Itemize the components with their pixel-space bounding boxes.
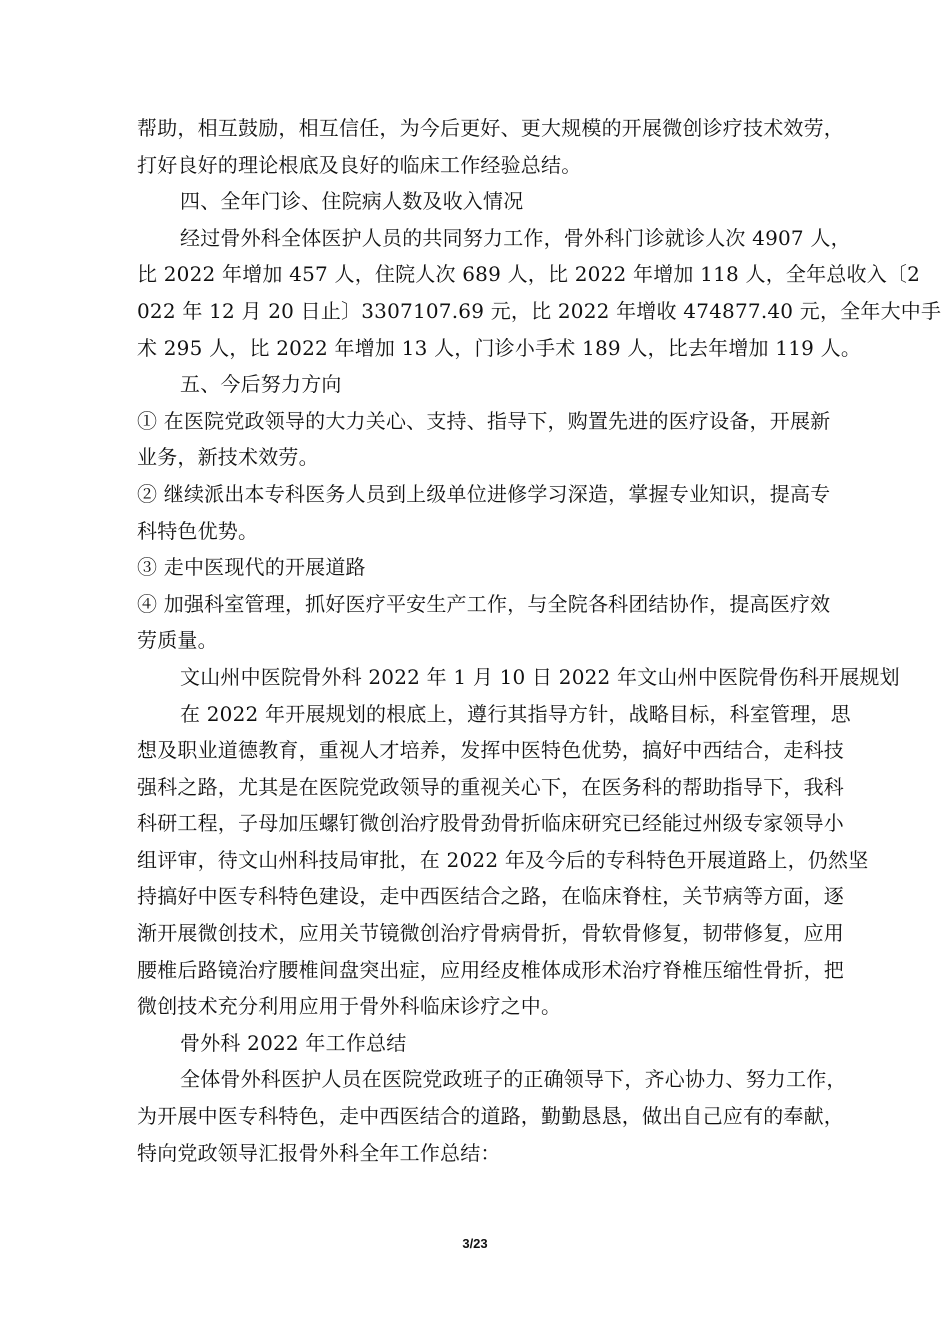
paragraph-i4 — [137, 586, 831, 659]
text-line: ④ 加强科室管理，抓好医疗平安生产工作，与全院各科团结协作，提高医疗效 — [137, 591, 831, 616]
text-line: 特向党政领导汇报骨外科全年工作总结： — [137, 1140, 501, 1165]
paragraph-p2 — [137, 220, 942, 366]
paragraph-i3 — [137, 549, 823, 586]
text-line: ① 在医院党政领导的大力关心、支持、指导下，购置先进的医疗设备，开展新 — [137, 408, 831, 433]
text-line: 组评审，待文山州科技局审批，在 2022 年及今后的专科特色开展道路上，仍然坚 — [137, 847, 869, 872]
text-line: 持搞好中医专科特色建设，走中西医结合之路，在临床脊柱，关节病等方面，逐 — [137, 884, 844, 909]
text-line: ② 继续派出本专科医务人员到上级单位进修学习深造，掌握专业知识，提高专 — [137, 481, 831, 506]
text-line: ③ 走中医现代的开展道路 — [137, 555, 366, 580]
text-line: 在 2022 年开展规划的根底上，遵行其指导方针，战略目标，科室管理，思 — [180, 701, 851, 726]
text-line: 想及职业道德教育，重视人才培养，发挥中医特色优势，搞好中西结合，走科技 — [137, 738, 844, 763]
text-line: 业务，新技术效劳。 — [137, 445, 319, 470]
paragraph-h4 — [137, 183, 823, 220]
paragraph-i1 — [137, 403, 831, 476]
text-line: 帮助，相互鼓励，相互信任，为今后更好、更大规模的开展微创诊疗技术效劳， — [137, 116, 844, 140]
text-line: 全体骨外科医护人员在医院党政班子的正确领导下，齐心协力、努力工作， — [180, 1067, 847, 1092]
text-line: 为开展中医专科特色，走中西医结合的道路，勤勤恳恳，做出自己应有的奉献， — [137, 1104, 844, 1129]
paragraph-p1 — [137, 110, 844, 183]
text-line: 术 295 人，比 2022 年增加 13 人，门诊小手术 189 人，比去年增加 119 人。 — [137, 335, 862, 360]
paragraph-p4 — [137, 1061, 847, 1171]
text-line: 微创技术充分利用应用于骨外科临床诊疗之中。 — [137, 994, 562, 1019]
text-line: 科研工程，子母加压螺钉微创治疗股骨劲骨折临床研究已经能过州级专家领导小 — [137, 811, 844, 836]
text-line: 比 2022 年增加 457 人，住院人次 689 人，比 2022 年增加 118 人，全年总收入〔2 — [137, 262, 921, 287]
text-line: 经过骨外科全体医护人员的共同努力工作，骨外科门诊就诊人次 4907 人， — [180, 225, 851, 250]
text-line: 文山州中医院骨外科 2022 年 1 月 10 日 2022 年文山州中医院骨伤科开展规划 — [180, 664, 900, 689]
text-line: 劳质量。 — [137, 628, 218, 653]
text-line: 骨外科 2022 年工作总结 — [180, 1030, 407, 1055]
paragraph-h6 — [137, 1025, 823, 1062]
document-body — [137, 110, 942, 1171]
text-line: 打好良好的理论根底及良好的临床工作经验总结。 — [137, 152, 582, 177]
text-line: 科特色优势。 — [137, 518, 259, 543]
page-number: 3/23 — [462, 1236, 488, 1251]
text-line: 五、今后努力方向 — [180, 372, 342, 397]
text-line: 腰椎后路镜治疗腰椎间盘突出症，应用经皮椎体成形术治疗脊椎压缩性骨折，把 — [137, 957, 844, 982]
text-line: 渐开展微创技术，应用关节镜微创治疗骨病骨折，骨软骨修复，韧带修复，应用 — [137, 921, 844, 946]
paragraph-h5 — [137, 366, 823, 403]
paragraph-i2 — [137, 476, 831, 549]
text-line: 强科之路，尤其是在医院党政领导的重视关心下，在医务科的帮助指导下，我科 — [137, 774, 844, 799]
paragraph-sig — [137, 659, 900, 696]
text-line: 022 年 12 月 20 日止〕3307107.69 元，比 2022 年增收 474877.40 元，全年大中手 — [137, 298, 942, 323]
paragraph-p3 — [137, 696, 869, 1025]
text-line: 四、全年门诊、住院病人数及收入情况 — [180, 189, 524, 214]
